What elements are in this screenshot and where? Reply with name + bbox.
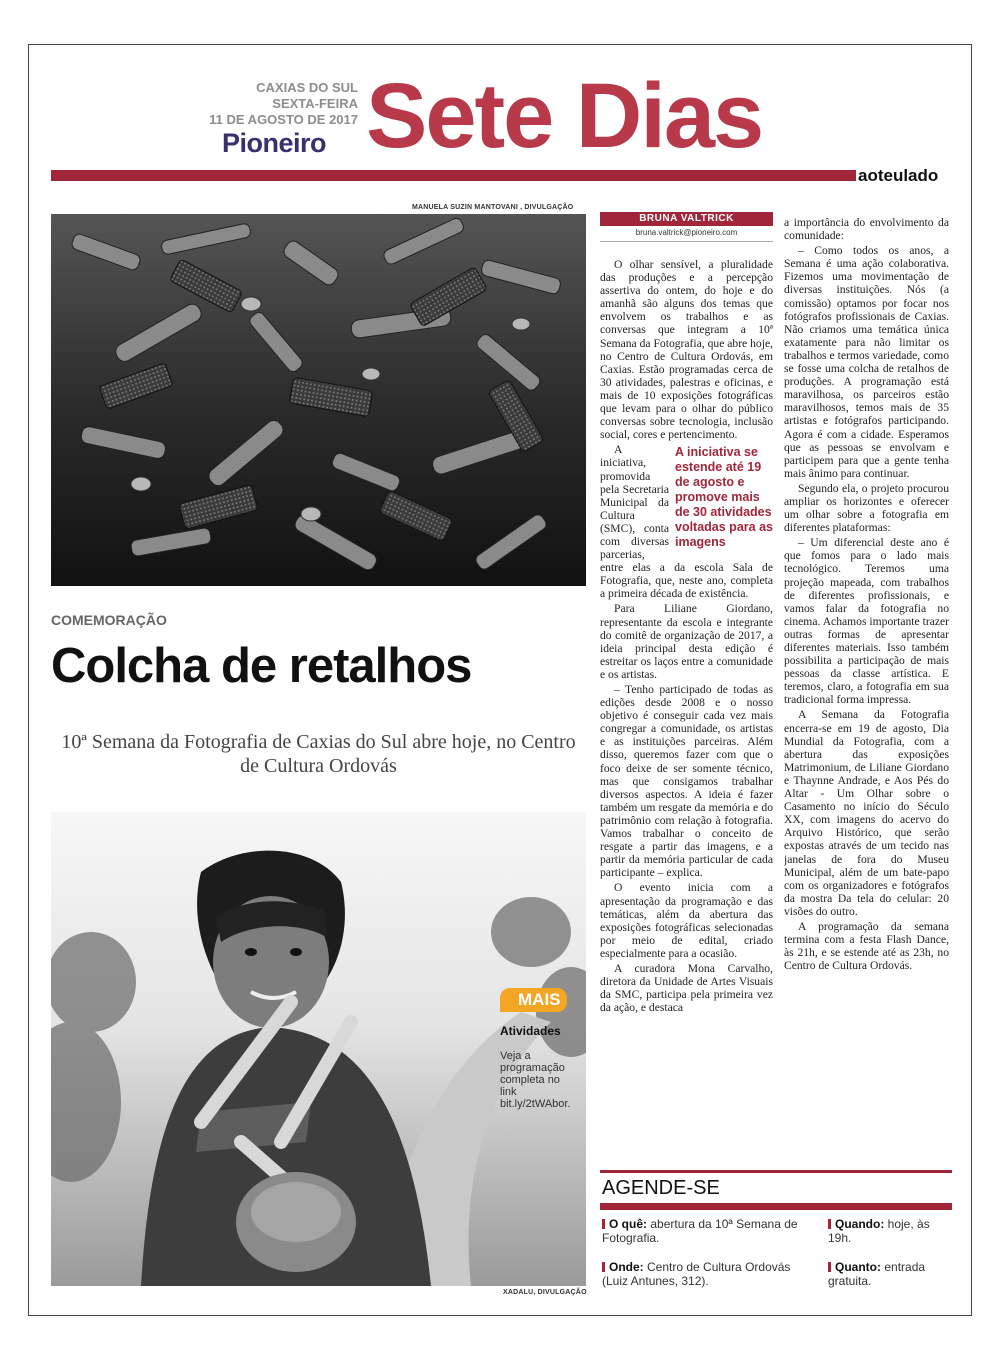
paragraph: A iniciativa, promovida pela Secretaria Municipal da Cultura (SMC), conta com diversas parcerias, entre elas a da escola Sala de Fotografia, que, neste ano, completa a primeira década de existência. xyxy=(600,443,773,601)
agenda-what xyxy=(602,1217,812,1245)
author-name: BRUNA VALTRICK xyxy=(600,212,773,226)
paragraph: A programação da semana termina com a festa Flash Dance, às 21h, e se estende até as 23h, no Centro de Cultura Ordovás. xyxy=(784,919,949,973)
agenda-what-value: abertura da 10ª Semana de Fotografia. xyxy=(602,1217,798,1245)
agenda-cost-label: Quanto: xyxy=(835,1260,881,1274)
paragraph: – Como todos os anos, a Semana é uma ação colaborativa. Fizemos uma movimentação de diversas instituições. Nós (a comissão) optamos por focar nos fotógrafos profissionais de Caxias. Não criamos uma temática única exatamente para não limitar os trabalhos e termos variedade, como se fosse uma colcha de retalhos de produções. A programação está maravilhosa, os parceiros estão maravilhosos, temos mais de 35 artistas e fotógrafos participando. Agora é com a cidade. Esperamos que as pessoas se envolvam e participem para que a gente tenha mais ânimo para continuar. xyxy=(784,244,949,480)
article-column-2 xyxy=(784,216,949,1150)
agenda-where-value: Centro de Cultura Ordovás (Luiz Antunes, 312). xyxy=(602,1260,791,1288)
paragraph: Segundo ela, o projeto procurou ampliar os horizontes e oferecer um olhar sobre a fotografia em diferentes plataformas: xyxy=(784,481,949,535)
paragraph: O olhar sensível, a pluralidade das produções e a percepção assertiva do ontem, do hoje e do amanhã são alguns dos temas que envolvem os trabalhos e as conversas que integram a 10ª Semana da Fotografia, que abre hoje, no Centro de Cultura Ordovás, em Caxias. Estão programadas cerca de 30 atividades, palestras e oficinas, e mais de 10 exposições fotográficas que levam para o olhar do público conversas sobre tecnologia, inclusão social, cores e pertencimento. xyxy=(600,258,773,442)
agenda-when-value: hoje, às 19h. xyxy=(828,1217,930,1245)
agenda-cost xyxy=(828,1260,948,1288)
agenda-title: AGENDE-SE xyxy=(602,1177,720,1199)
agenda-where xyxy=(602,1260,812,1288)
article-subhead: 10ª Semana da Fotografia de Caxias do Sul abre hoje, no Centro de Cultura Ordovás xyxy=(61,731,576,777)
masthead-info xyxy=(209,80,358,128)
article-headline: Colcha de retalhos xyxy=(51,639,472,693)
agenda-when xyxy=(828,1217,948,1245)
more-info-box xyxy=(500,988,570,1110)
article-column-1 xyxy=(600,258,773,1148)
masthead-date: 11 DE AGOSTO DE 2017 xyxy=(209,112,358,127)
agenda-what-label: O quê: xyxy=(609,1217,647,1231)
newspaper-logo: Pioneiro xyxy=(222,128,327,158)
paragraph: a importância do envolvimento da comunidade: xyxy=(784,216,949,243)
paragraph: A curadora Mona Carvalho, diretora da Unidade de Artes Visuais da SMC, participa pela primeira vez da ação, e destaca xyxy=(600,961,773,1015)
masthead-weekday: SEXTA-FEIRA xyxy=(272,96,358,111)
paragraph: A Semana da Fotografia encerra-se em 19 de agosto, Dia Mundial da Fotografia, com a abertura das exposições Matrimonium, de Liliane Giordano e Thaynne Andrade, e Aos Pés do Altar - Um Olhar sobre o Casamento no início do Século XX, com imagens do acervo do Arquivo Histórico, que serão expostas através de um tecido nas janelas de fora do Museu Municipal, além de um bate-papo com os organizadores e fotógrafos da mostra Da tela do celular: 20 visões do outro. xyxy=(784,708,949,918)
paragraph: O evento inicia com a apresentação da programação e das temáticas, além da abertura das exposições fotográficas selecionadas por meio de edital, criado especialmente para a ocasião. xyxy=(600,881,773,960)
masthead-rule xyxy=(51,170,856,181)
agenda-top-rule xyxy=(600,1170,952,1173)
bottom-photo-credit: XADALU, DIVULGAÇÃO xyxy=(503,1289,587,1296)
masthead-tag: aoteulado xyxy=(858,166,939,185)
brushes-photo xyxy=(51,214,586,586)
more-info-label: Atividades xyxy=(500,1024,561,1038)
paragraph: Para Liliane Giordano, representante da escola e integrante do comitê de organização de 2017, a ideia principal desta edição é estreitar os laços entre a comunidade e os artistas. xyxy=(600,602,773,681)
brushes-photo-image xyxy=(51,214,586,586)
agenda-bottom-rule xyxy=(600,1203,952,1210)
top-photo-credit: MANUELA SUZIN MANTOVANI , DIVULGAÇÃO xyxy=(412,204,574,211)
masthead-city: CAXIAS DO SUL xyxy=(256,80,358,95)
more-info-title: MAIS xyxy=(500,988,567,1012)
paragraph: – Um diferencial deste ano é que fomos para o lado mais tecnológico. Teremos uma projeção mapeada, com trabalhos de diferentes profissionais, e vamos falar da fotografia no cinema. Achamos importante trazer outras formas de apresentar diferentes materiais. Isso também possibilita a participação de mais pessoas da classe artística. E teremos, claro, a fotografia em sua tradicional forma impressa. xyxy=(784,536,949,707)
article-kicker: COMEMORAÇÃO xyxy=(51,612,167,628)
agenda-when-label: Quando: xyxy=(835,1217,885,1231)
pull-quote: A iniciativa se estende até 19 de agosto e promove mais de 30 atividades voltadas para as imagens xyxy=(675,445,773,550)
agenda-where-label: Onde: xyxy=(609,1260,644,1274)
section-title: Sete Dias xyxy=(366,65,763,167)
paragraph: – Tenho participado de todas as edições desde 2008 e o nosso objetivo é conseguir cada vez mais congregar a comunidade, os artistas e as instituições parceiras. Além disso, queremos fazer com que o foco deixe de ser somente técnico, mas que consigamos trabalhar diversos aspectos. A ideia é fazer também um resgate da memória e do patrimônio com relação à fotografia. Vamos trabalhar o conceito de resgate a partir das imagens, e a partir da memória particular de cada participante – explica. xyxy=(600,683,773,880)
agenda-cost-value: entrada gratuita. xyxy=(828,1260,926,1288)
more-info-text: Veja a programação completa no link bit.ly/2tWAbor. xyxy=(500,1050,571,1110)
author-email: bruna.valtrick@pioneiro.com xyxy=(600,228,773,242)
